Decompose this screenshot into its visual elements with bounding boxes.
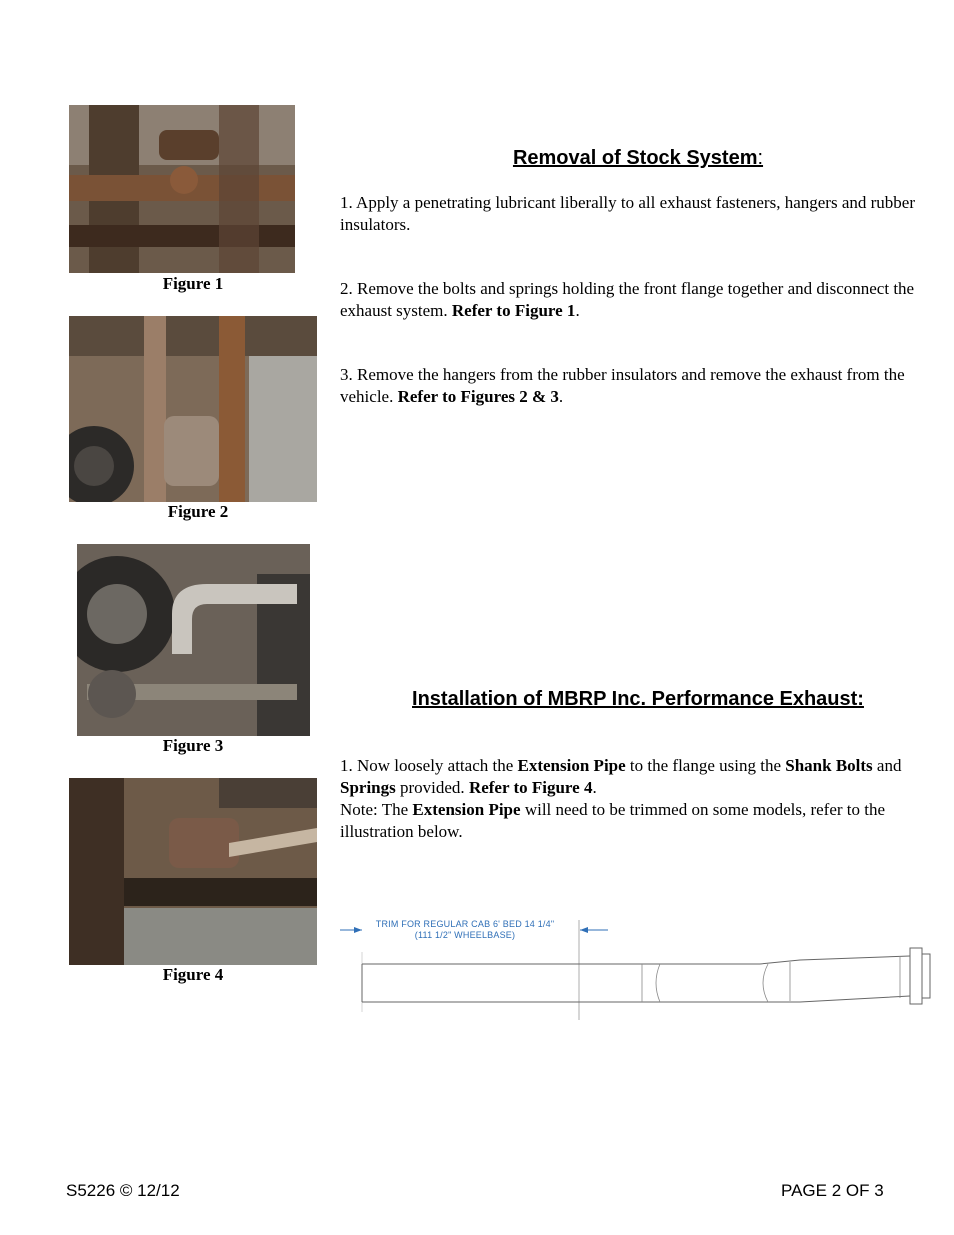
figure-4-caption: Figure 4 [162, 965, 224, 984]
removal-step-2-end: . [575, 301, 580, 320]
install-extension-pipe: Extension Pipe [517, 756, 626, 775]
figure-1-caption: Figure 1 [162, 274, 224, 293]
installation-step-1 [340, 755, 940, 843]
note-text-c: will need to be trimmed on some models, refer to the illustration below. [340, 800, 886, 841]
removal-step-3-text: 3. Remove the hangers from the rubber insulators and remove the exhaust from the vehicle. [340, 365, 905, 406]
install-ref: Refer to Figure 4 [468, 778, 593, 797]
figure-2-caption: Figure 2 [167, 502, 229, 521]
install-springs: Springs [340, 778, 396, 797]
note-text-a: Note: The [340, 800, 413, 819]
removal-heading-text: Removal of Stock System [512, 147, 758, 169]
removal-step-3 [340, 364, 940, 408]
installation-heading: Installation of MBRP Inc. Performance Exhaust: [412, 688, 864, 710]
footer-doc-id: S5226 © 12/12 [66, 1181, 180, 1200]
removal-step-2-text: 2. Remove the bolts and springs holding the front flange together and disconnect the exhaust system. [340, 279, 915, 320]
removal-heading-colon: : [757, 147, 764, 169]
trim-label-line-1: TRIM FOR REGULAR CAB 6' BED 14 1/4" [375, 919, 555, 929]
figure-3-photo [77, 544, 310, 736]
trim-label-line-2: (111 1/2" WHEELBASE) [414, 930, 516, 940]
figure-2-photo [69, 316, 317, 502]
figure-4-photo [69, 778, 317, 965]
figure-3-caption: Figure 3 [162, 736, 224, 755]
removal-step-2-ref: Refer to Figure 1 [451, 301, 576, 320]
removal-step-1: 1. Apply a penetrating lubricant liberally to all exhaust fasteners, hangers and rubber insulators. [340, 193, 915, 234]
install-text-e: and [872, 756, 902, 775]
note-extension-pipe: Extension Pipe [412, 800, 521, 819]
figure-1-photo [69, 105, 295, 273]
install-text-g: provided. [395, 778, 469, 797]
removal-step-2 [340, 278, 940, 322]
footer-page-number: PAGE 2 OF 3 [781, 1181, 884, 1200]
install-text-i: . [592, 778, 597, 797]
install-shank-bolts: Shank Bolts [785, 756, 873, 775]
removal-step-3-ref: Refer to Figures 2 & 3 [397, 387, 559, 406]
install-text-c: to the flange using the [625, 756, 786, 775]
trim-dimension-label [370, 919, 560, 941]
install-text-a: 1. Now loosely attach the [340, 756, 518, 775]
removal-heading [340, 147, 936, 170]
removal-step-3-end: . [558, 387, 564, 406]
